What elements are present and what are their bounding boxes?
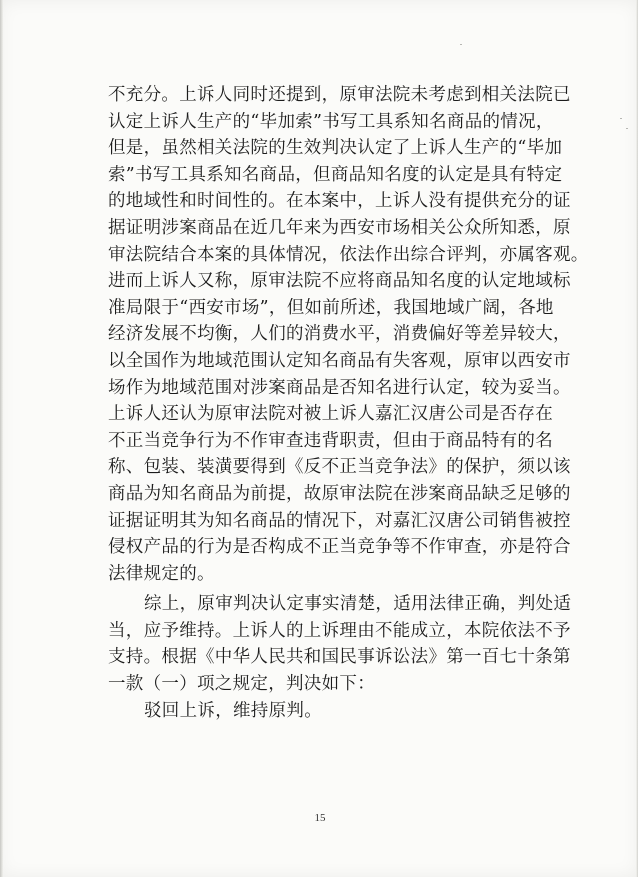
text-line: 支持。根据《中华人民共和国民事诉讼法》第一百七十条第 — [108, 647, 571, 668]
text-line: 进而上诉人又称，原审法院不应将商品知名度的认定地域标 — [108, 271, 571, 292]
text-line: 审法院结合本案的具体情况，依法作出综合评判，亦属客观。 — [108, 244, 589, 265]
text-line: 以全国作为地域范围认定知名商品有失客观，原审以西安市 — [108, 350, 571, 371]
text-line: 上诉人还认为原审法院对被上诉人嘉汇汉唐公司是否存在 — [108, 404, 553, 425]
text-line: 但是，虽然相关法院的生效判决认定了上诉人生产的“毕加 — [108, 138, 563, 159]
paragraph-conclusion — [108, 591, 572, 697]
page-number: 15 — [314, 812, 326, 824]
text-line: 不充分。上诉人同时还提到，原审法院未考虑到相关法院已 — [108, 85, 571, 105]
paragraph — [108, 82, 589, 587]
text-line: 据证明涉案商品在近几年来为西安市场相关公众所知悉，原 — [108, 217, 571, 238]
text-line: 驳回上诉，维持原判。 — [144, 700, 322, 721]
text-line: 综上，原审判决认定事实清楚，适用法律正确，判处适 — [144, 594, 572, 615]
page-edge-left — [0, 0, 3, 877]
scan-speck — [460, 44, 462, 45]
text-line: 侵权产品的行为是否构成不正当竞争等不作审查，亦是符合 — [108, 537, 571, 558]
text-line: 称、包装、装潢要得到《反不正当竞争法》的保护，须以该 — [108, 457, 571, 478]
text-line: 经济发展不均衡，人们的消费水平，消费偏好等差异较大， — [108, 324, 571, 345]
scan-speck — [620, 118, 622, 119]
text-line: 场作为地域范围对涉案商品是否知名进行认定，较为妥当。 — [108, 377, 571, 398]
text-line: 法律规定的。 — [108, 563, 215, 584]
text-line: 索”书写工具系知名商品，但商品知名度的认定是具有特定 — [108, 164, 563, 185]
text-line: 当，应予维持。上诉人的上诉理由不能成立，本院依法不予 — [108, 620, 571, 641]
text-line: 证据证明其为知名商品的情况下，对嘉汇汉唐公司销售被控 — [108, 510, 571, 531]
body-text — [108, 82, 589, 724]
text-line: 一款（一）项之规定，判决如下： — [108, 674, 375, 695]
paragraph-judgment — [108, 698, 548, 725]
text-line: 准局限于“西安市场”，但如前所述，我国地域广阔，各地 — [108, 297, 554, 318]
text-line: 商品为知名商品为前提，故原审法院在涉案商品缺乏足够的 — [108, 483, 571, 504]
text-line: 的地域性和时间性的。在本案中，上诉人没有提供充分的证 — [108, 191, 571, 212]
text-line: 认定上诉人生产的“毕加索”书写工具系知名商品的情况， — [108, 111, 554, 132]
scan-speck — [626, 128, 628, 129]
text-line: 不正当竞争行为不作审查违背职责，但由于商品特有的名 — [108, 430, 553, 451]
